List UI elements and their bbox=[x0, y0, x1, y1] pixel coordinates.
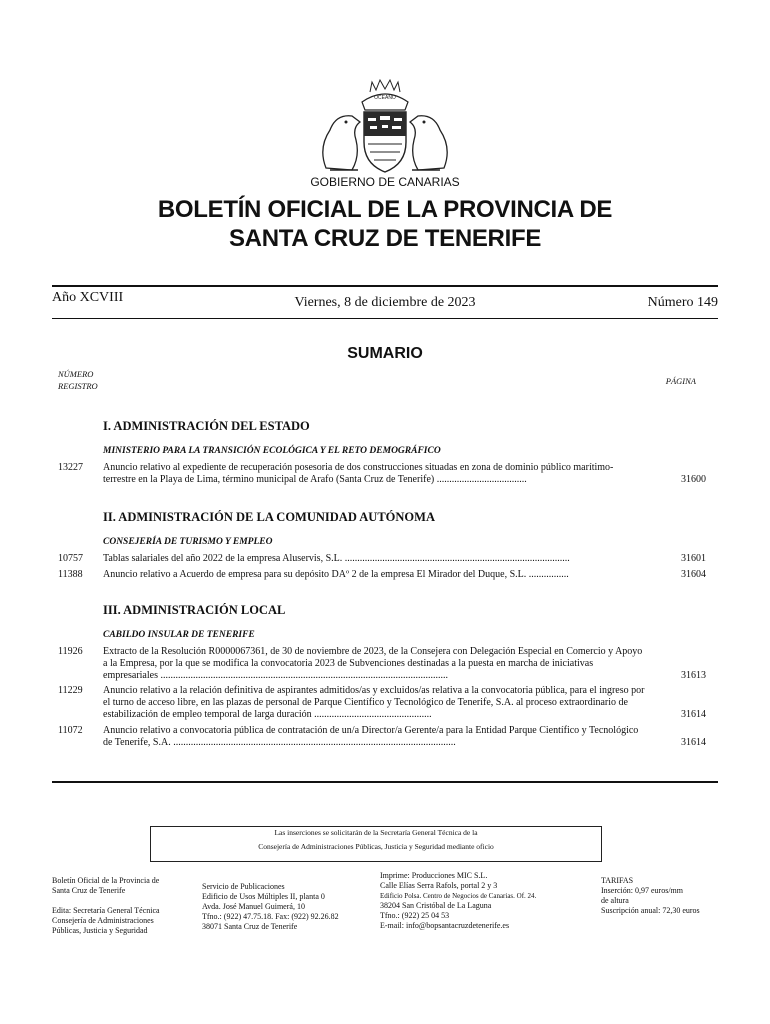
bulletin-title-line2: SANTA CRUZ DE TENERIFE bbox=[228, 225, 542, 252]
page-number: 31614 bbox=[681, 737, 706, 748]
footer-col-service bbox=[202, 882, 377, 932]
notice-box bbox=[150, 826, 602, 862]
footer-line: Tfno.: (922) 25 04 53 bbox=[380, 911, 450, 920]
year-label: Año XCVIII bbox=[52, 290, 124, 305]
section-title: III. ADMINISTRACIÓN LOCAL bbox=[103, 603, 286, 617]
section-subtitle: CABILDO INSULAR DE TENERIFE bbox=[103, 630, 255, 640]
footer-line: Servicio de Publicaciones bbox=[202, 882, 285, 891]
issue-date: Viernes, 8 de diciembre de 2023 bbox=[294, 295, 476, 310]
bulletin-title-line1: BOLETÍN OFICIAL DE LA PROVINCIA DE bbox=[157, 196, 613, 223]
entry-text: Anuncio relativo al expediente de recuperación posesoria de dos construcciones situadas en zona de dominio público marítimo-terrestre en la Playa de Lima, término municipal de Arafo (Santa Cruz de Tenerife) .................................... bbox=[103, 462, 614, 486]
section-subtitle: MINISTERIO PARA LA TRANSICIÓN ECOLÓGICA Y EL RETO DEMOGRÁFICO bbox=[103, 446, 441, 456]
footer-line: 38071 Santa Cruz de Tenerife bbox=[202, 922, 298, 931]
footer-line: Públicas, Justicia y Seguridad bbox=[52, 926, 148, 935]
issue-number: Número 149 bbox=[647, 295, 718, 310]
content-rule-bottom bbox=[52, 781, 718, 783]
footer-line: de altura bbox=[601, 896, 629, 905]
page-number: 31601 bbox=[681, 553, 706, 564]
page-number: 31613 bbox=[681, 670, 706, 681]
footer-line: Tfno.: (922) 47.75.18. Fax: (922) 92.26.82 bbox=[202, 912, 339, 921]
footer-line: Consejería de Administraciones bbox=[52, 916, 154, 925]
entry-text: Anuncio relativo a la relación definitiva de aspirantes admitidos/as y excluidos/as relativa a la convocatoria pública, para el ingreso por el turno de acceso libre, en las plazas de personal de Parque Científico y Tecnológico de Tenerife, S.A. al proceso extraordinario de estabilización de empleo temporal de larga duración ............................................... bbox=[103, 685, 645, 721]
footer-line: 38204 San Cristóbal de La Laguna bbox=[380, 901, 492, 910]
sumario-title: SUMARIO bbox=[347, 345, 423, 362]
footer-line: Imprime: Producciones MIC S.L. bbox=[380, 871, 488, 880]
footer-line: Boletín Oficial de la Provincia de bbox=[52, 876, 160, 885]
footer-line bbox=[52, 896, 192, 906]
footer-line: Edita: Secretaría General Técnica bbox=[52, 906, 160, 915]
footer-email: E-mail: info@bopsantacruzdetenerife.es bbox=[380, 921, 510, 930]
entry-text: Tablas salariales del año 2022 de la empresa Aluservis, S.L. .......................................................................................... bbox=[103, 553, 570, 564]
coat-of-arms-icon bbox=[312, 78, 458, 178]
footer-line: Avda. José Manuel Guimerá, 10 bbox=[202, 902, 305, 911]
entry-text: Extracto de la Resolución R0000067361, de 30 de noviembre de 2023, de la Consejera con Delegación Especial en Comercio y Apoyo a la Empresa, por la que se modifica la convocatoria 2023 de Subvenciones destinadas a la puesta en marcha de iniciativas empresariales ................................................................................................................... bbox=[103, 646, 643, 682]
footer-line: Inserción: 0,97 euros/mm bbox=[601, 886, 683, 895]
entry-text: Anuncio relativo a convocatoria pública de contratación de un/a Director/a Gerente/a para la Entidad Parque Científico y Tecnológico de Tenerife, S.A. ................................................................................................................. bbox=[103, 725, 639, 749]
footer-line: Edificio Polsa. Centro de Negocios de Canarias. Of. 24. bbox=[380, 892, 537, 900]
notice-line1: Las inserciones se solicitarán de la Secretaría General Técnica de la bbox=[274, 828, 478, 837]
page-number: 31614 bbox=[681, 709, 706, 720]
header-rule-bottom bbox=[52, 318, 718, 319]
footer-col-rates bbox=[601, 876, 721, 916]
footer-line: TARIFAS bbox=[601, 876, 634, 885]
section-title: I. ADMINISTRACIÓN DEL ESTADO bbox=[103, 419, 310, 433]
section-subtitle: CONSEJERÍA DE TURISMO Y EMPLEO bbox=[103, 537, 273, 547]
section-title: II. ADMINISTRACIÓN DE LA COMUNIDAD AUTÓNOMA bbox=[103, 510, 435, 524]
government-label: GOBIERNO DE CANARIAS bbox=[310, 175, 460, 189]
register-number: 11072 bbox=[58, 725, 83, 736]
notice-line2: Consejería de Administraciones Públicas, Justicia y Seguridad mediante oficio bbox=[258, 842, 494, 851]
svg-text:OCEANO: OCEANO bbox=[374, 95, 396, 101]
col-numero: NÚMERO bbox=[58, 369, 94, 379]
register-number: 11388 bbox=[58, 569, 83, 580]
header-rule-top bbox=[52, 285, 718, 287]
register-number: 13227 bbox=[58, 462, 83, 473]
footer-col-printer bbox=[380, 871, 590, 931]
footer-line: Edificio de Usos Múltiples II, planta 0 bbox=[202, 892, 325, 901]
footer-line: Suscripción anual: 72,30 euros bbox=[601, 906, 700, 915]
page-number: 31600 bbox=[681, 474, 706, 485]
page-number: 31604 bbox=[681, 569, 706, 580]
register-number: 11926 bbox=[58, 646, 83, 657]
entry-text: Anuncio relativo a Acuerdo de empresa para su depósito DAº 2 de la empresa El Mirador del Duque, S.L. ................ bbox=[103, 569, 569, 580]
footer-line: Calle Elías Serra Rafols, portal 2 y 3 bbox=[380, 881, 498, 890]
col-registro: REGISTRO bbox=[58, 381, 98, 391]
register-number: 10757 bbox=[58, 553, 83, 564]
footer-col-publisher bbox=[52, 876, 192, 936]
register-number: 11229 bbox=[58, 685, 83, 696]
col-pagina: PÁGINA bbox=[665, 376, 696, 386]
footer-line: Santa Cruz de Tenerife bbox=[52, 886, 126, 895]
